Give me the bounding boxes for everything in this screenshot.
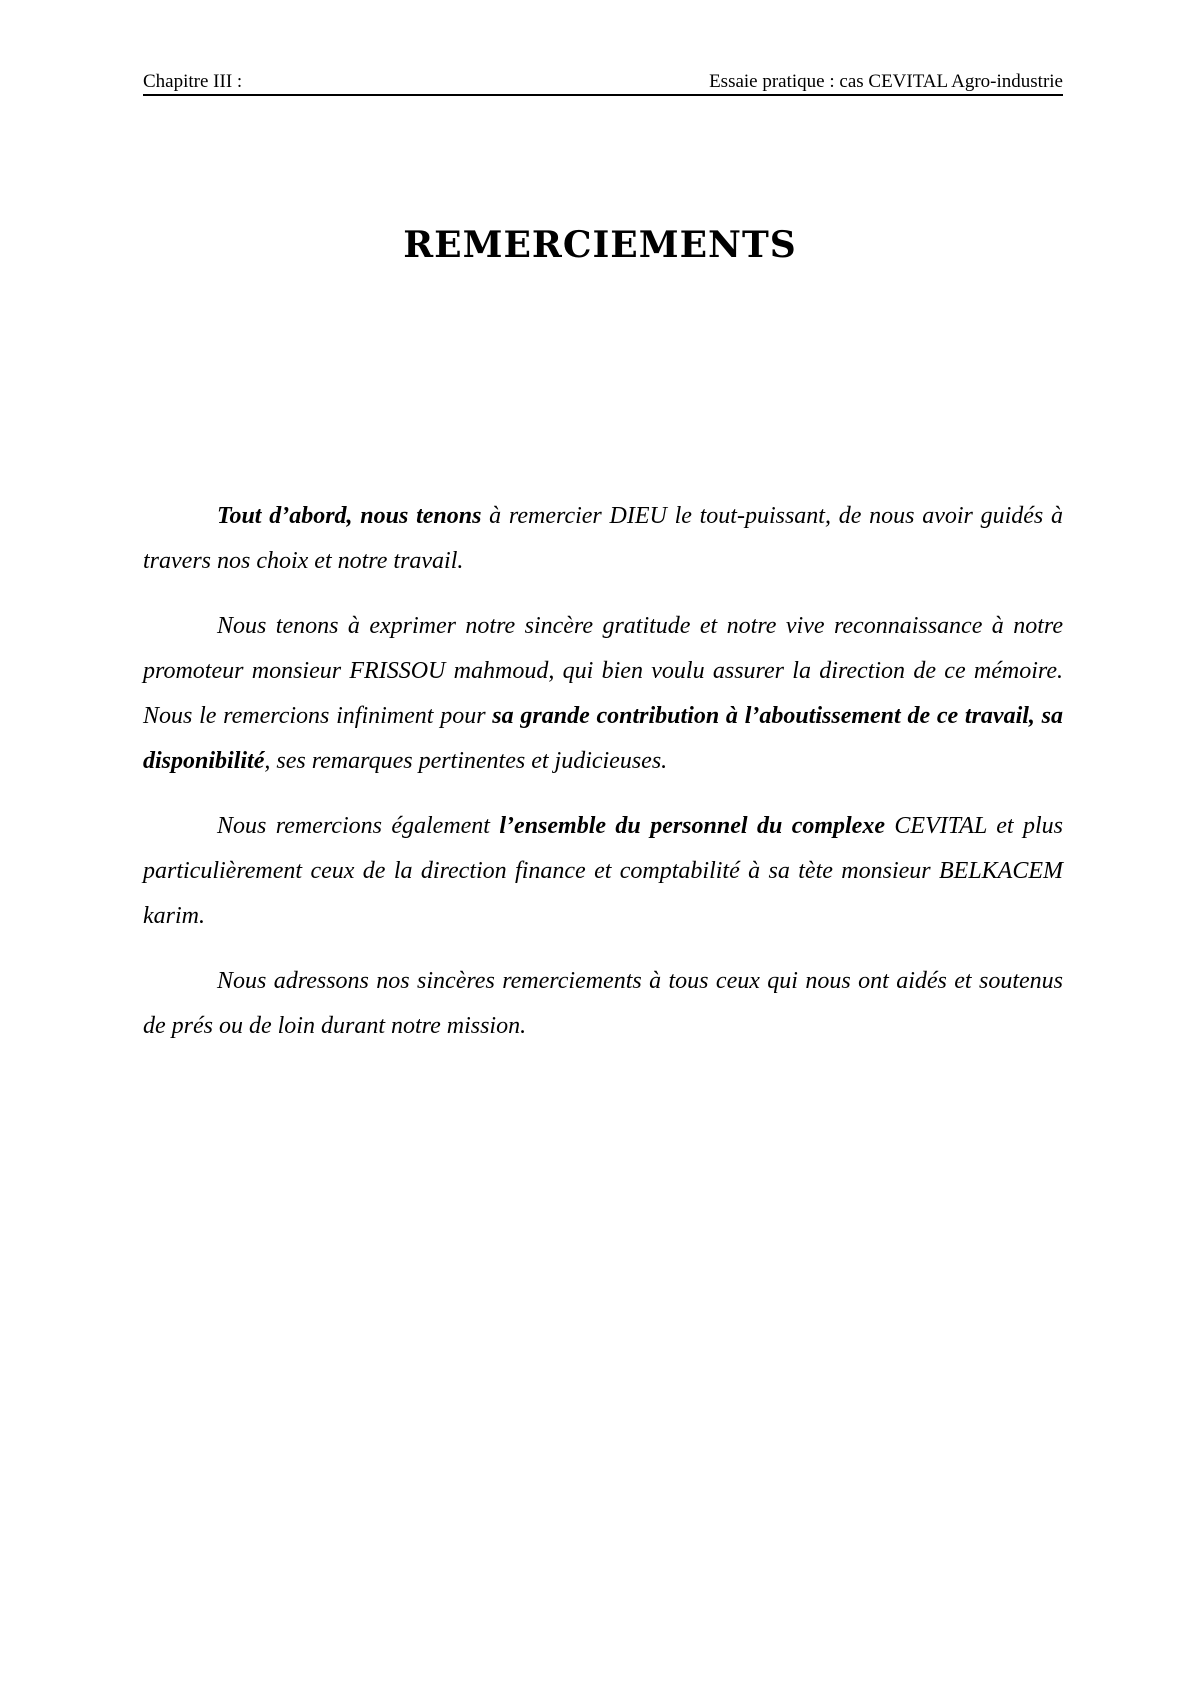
page-header	[143, 70, 1063, 96]
paragraph-1-text: à remercier DIEU le tout-puissant, de nous avoir guidés à travers nos choix et notre travail.	[143, 503, 1064, 574]
paragraph-4	[143, 959, 1063, 1049]
paragraph-2-text-start: Nous tenons à exprimer notre sincère gratitude et notre vive reconnaissance à notre promoteur monsieur FRISSOU mahmoud, qui bien voulu assurer la direction de ce mémoire. Nous le remercions infiniment pour	[143, 613, 1063, 729]
paragraph-4-text: Nous adressons nos sincères remerciements à tous ceux qui nous ont aidés et soutenus de prés ou de loin durant notre mission.	[143, 968, 1063, 1039]
header-chapter: Chapitre III :	[143, 71, 243, 92]
paragraph-2	[143, 604, 1063, 784]
paragraph-1-bold: Tout d’abord, nous tenons	[217, 503, 482, 529]
acknowledgements-body	[143, 494, 1063, 1069]
paragraph-2-text-end: , ses remarques pertinentes et judicieuses.	[264, 748, 668, 774]
page-title: REMERCIEMENTS	[403, 224, 797, 266]
paragraph-2-bold: sa grande contribution à l’aboutissement de ce travail, sa disponibilité	[143, 703, 1063, 774]
paragraph-3-text-start: Nous remercions également	[217, 813, 500, 839]
paragraph-3	[143, 804, 1063, 939]
paragraph-3-text-end: CEVITAL et plus particulièrement ceux de la direction finance et comptabilité à sa tète monsieur BELKACEM karim.	[143, 813, 1064, 929]
paragraph-3-bold: l’ensemble du personnel du complexe	[499, 813, 885, 839]
paragraph-1	[143, 494, 1063, 584]
header-section-title: Essaie pratique : cas CEVITAL Agro-industrie	[709, 71, 1063, 92]
